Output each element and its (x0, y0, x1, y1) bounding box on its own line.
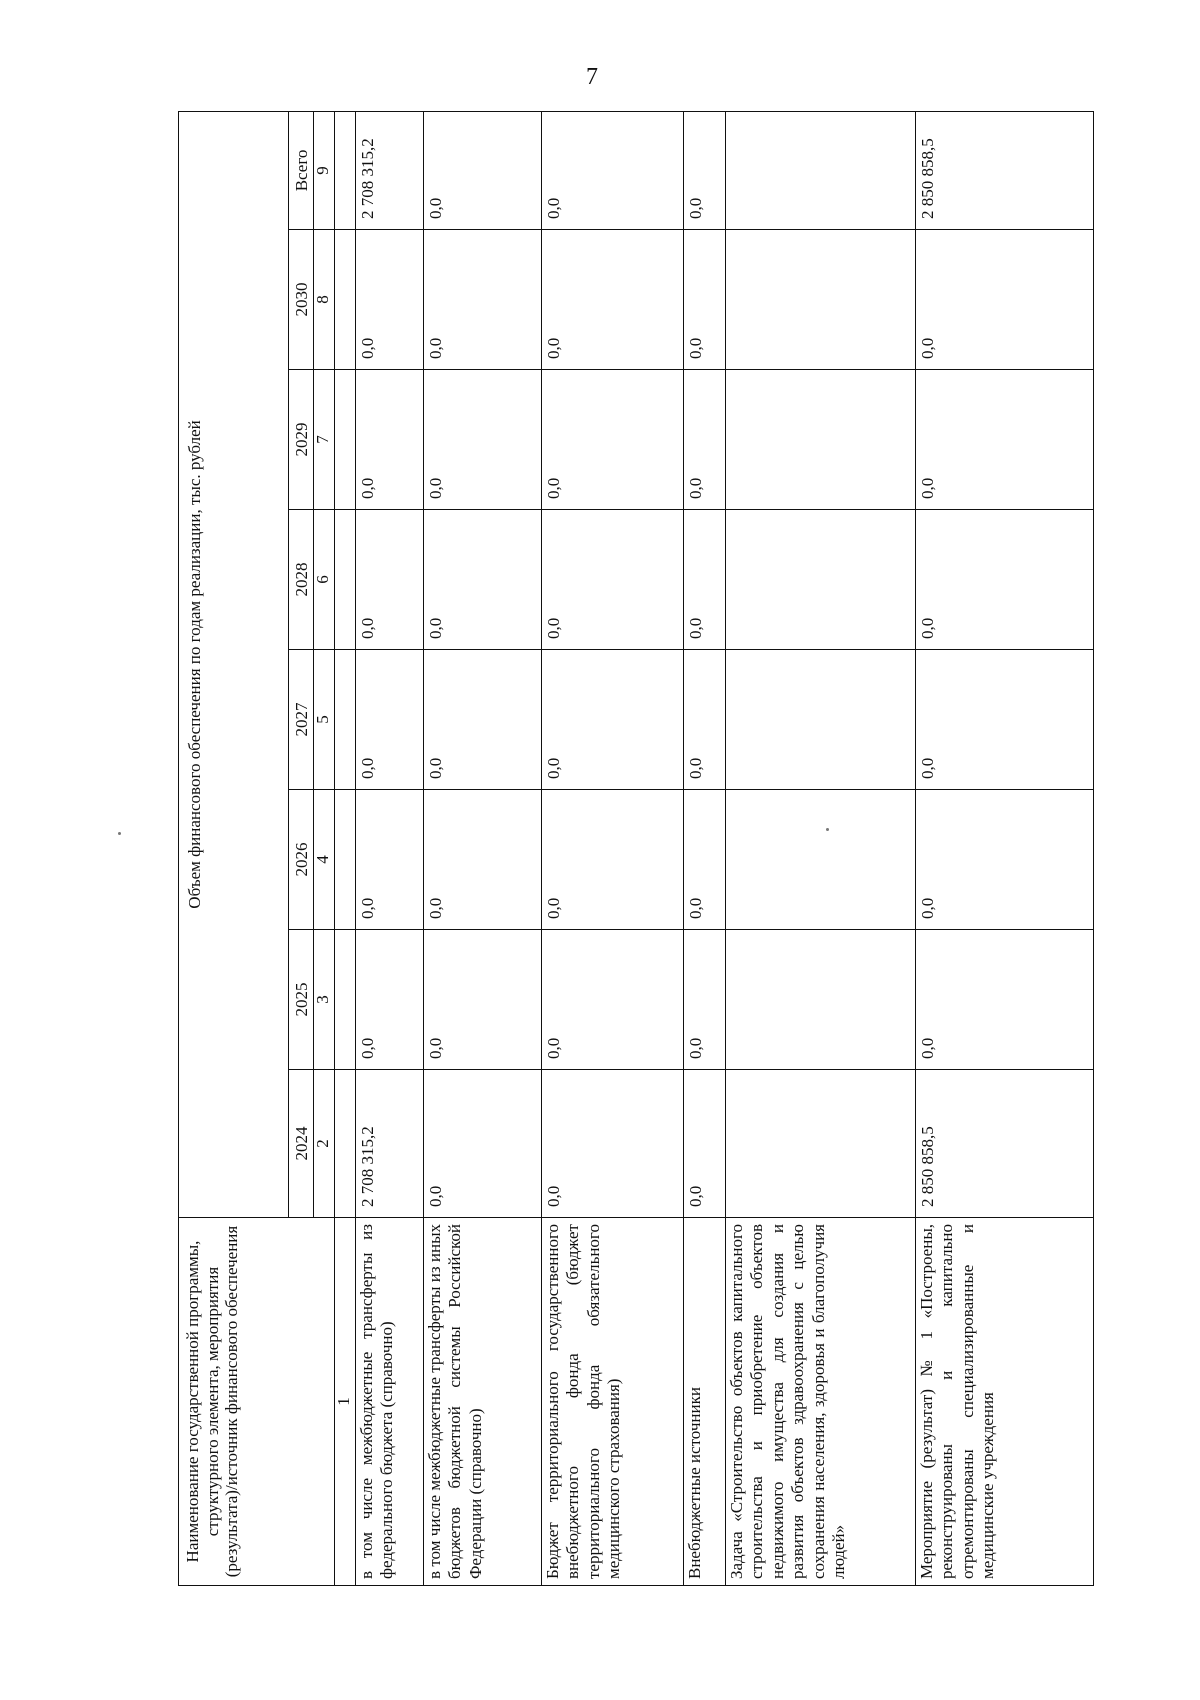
value-cell: 0,0 (356, 370, 424, 510)
column-number: 8 (314, 230, 335, 370)
value-cell (726, 510, 916, 650)
value-cell (726, 650, 916, 790)
value-cell: 0,0 (356, 930, 424, 1070)
rotated-table-frame (178, 112, 1094, 1586)
table-row (916, 111, 1094, 1585)
row-label: в том числе межбюджетные трансферты из федерального бюджета (справочно) (356, 1218, 424, 1586)
year-header: 2027 (289, 650, 314, 790)
value-cell: 0,0 (542, 790, 684, 930)
empty-cell (335, 230, 356, 370)
empty-cell (335, 370, 356, 510)
empty-cell (335, 1070, 356, 1218)
value-cell: 0,0 (424, 650, 542, 790)
empty-cell (335, 650, 356, 790)
value-cell: 0,0 (542, 930, 684, 1070)
column-number: 5 (314, 650, 335, 790)
value-cell: 0,0 (356, 510, 424, 650)
table-row (356, 111, 424, 1585)
value-cell: 0,0 (424, 510, 542, 650)
row-label: Внебюджетные источники (684, 1218, 726, 1586)
empty-cell (335, 510, 356, 650)
empty-cell (335, 790, 356, 930)
column-number: 1 (335, 1218, 356, 1586)
value-cell: 0,0 (356, 230, 424, 370)
value-cell: 0,0 (684, 510, 726, 650)
value-cell: 0,0 (424, 930, 542, 1070)
value-cell: 0,0 (542, 650, 684, 790)
year-header: 2024 (289, 1070, 314, 1218)
value-cell: 0,0 (684, 230, 726, 370)
value-cell: 0,0 (424, 1070, 542, 1218)
value-cell: 0,0 (424, 230, 542, 370)
value-cell: 0,0 (684, 111, 726, 229)
value-cell: 0,0 (542, 111, 684, 229)
row-label: Мероприятие (результат) № 1 «Построены, реконструированы и капитально отремонтированы специализированные и медицинские учреждения (916, 1218, 1094, 1586)
column-number: 6 (314, 510, 335, 650)
value-cell (726, 111, 916, 229)
table-row (726, 111, 916, 1585)
row-label: в том числе межбюджетные трансферты из иных бюджетов бюджетной системы Российской Федерации (справочно) (424, 1218, 542, 1586)
column-number: 7 (314, 370, 335, 510)
value-cell: 0,0 (916, 930, 1094, 1070)
year-header: 2026 (289, 790, 314, 930)
name-column-header: Наименование государственной программы, структурного элемента, мероприятия (результата)/источник финансового обеспечения (179, 1218, 335, 1586)
value-cell: 0,0 (684, 370, 726, 510)
page-number: 7 (586, 64, 598, 90)
empty-cell (335, 111, 356, 229)
column-number: 4 (314, 790, 335, 930)
year-header: 2025 (289, 930, 314, 1070)
table-row (424, 111, 542, 1585)
value-cell: 0,0 (424, 790, 542, 930)
value-cell: 0,0 (684, 930, 726, 1070)
value-cell: 0,0 (684, 1070, 726, 1218)
table-row (542, 111, 684, 1585)
total-header: Всего (289, 111, 314, 229)
value-cell: 0,0 (684, 790, 726, 930)
value-cell (726, 1070, 916, 1218)
value-cell: 2 708 315,2 (356, 1070, 424, 1218)
column-number: 3 (314, 930, 335, 1070)
scan-speck (118, 832, 121, 835)
year-header: 2028 (289, 510, 314, 650)
financing-table (178, 111, 1094, 1586)
value-cell: 0,0 (916, 510, 1094, 650)
value-cell: 0,0 (424, 370, 542, 510)
value-cell: 0,0 (356, 650, 424, 790)
financing-group-header: Объем финансового обеспечения по годам реализации, тыс. рублей (179, 111, 289, 1217)
row-label: Задача «Строительство объектов капитального строительства и приобретение объектов недвижимого имущества для создания и развития объектов здравоохранения с целью сохранения населения, здоровья и благополучия людей» (726, 1218, 916, 1586)
empty-cell (335, 930, 356, 1070)
value-cell: 0,0 (424, 111, 542, 229)
value-cell: 2 850 858,5 (916, 1070, 1094, 1218)
row-label: Бюджет территориального государственного внебюджетного фонда (бюджет территориального фонда обязательного медицинского страхования) (542, 1218, 684, 1586)
value-cell: 0,0 (542, 370, 684, 510)
value-cell: 2 850 858,5 (916, 111, 1094, 229)
column-number: 2 (314, 1070, 335, 1218)
value-cell (726, 230, 916, 370)
value-cell: 0,0 (356, 790, 424, 930)
value-cell: 0,0 (684, 650, 726, 790)
year-header: 2029 (289, 370, 314, 510)
value-cell: 0,0 (916, 230, 1094, 370)
table-row (684, 111, 726, 1585)
value-cell (726, 930, 916, 1070)
value-cell: 0,0 (542, 230, 684, 370)
value-cell: 2 708 315,2 (356, 111, 424, 229)
value-cell (726, 370, 916, 510)
year-header: 2030 (289, 230, 314, 370)
value-cell: 0,0 (916, 790, 1094, 930)
value-cell: 0,0 (916, 650, 1094, 790)
value-cell: 0,0 (916, 370, 1094, 510)
value-cell: 0,0 (542, 510, 684, 650)
value-cell: 0,0 (542, 1070, 684, 1218)
value-cell (726, 790, 916, 930)
column-number: 9 (314, 111, 335, 229)
